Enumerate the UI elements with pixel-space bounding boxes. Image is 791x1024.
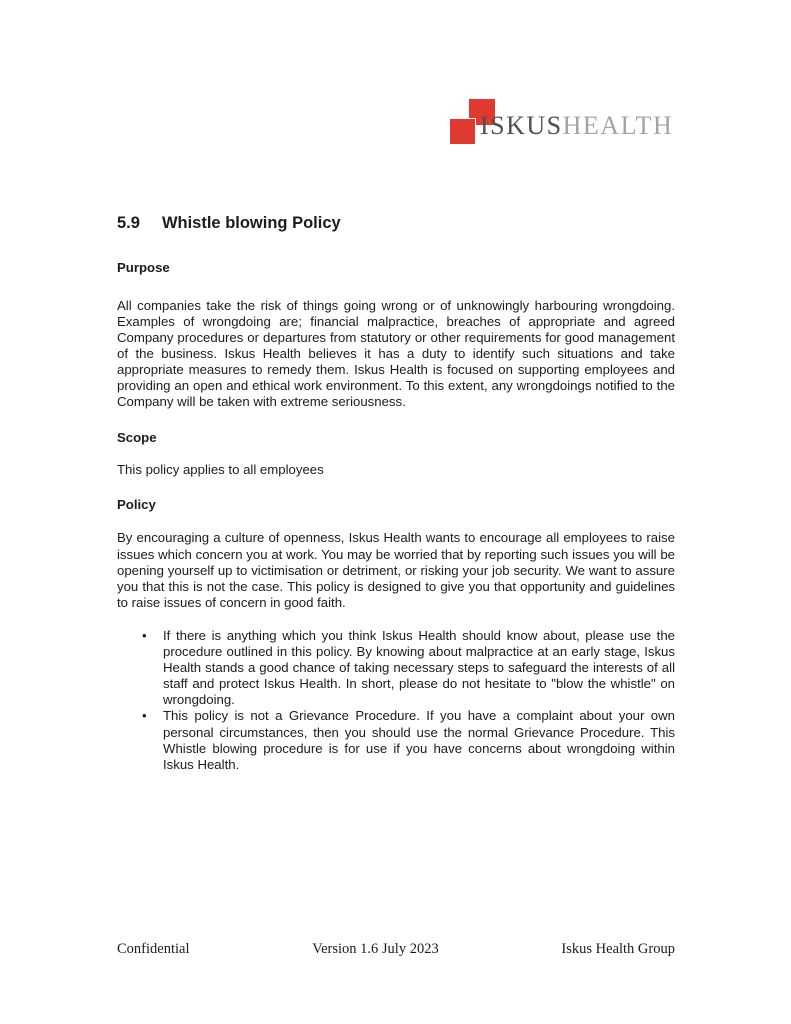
section-title-text: Whistle blowing Policy — [161, 214, 341, 232]
footer-confidential-label: Confidential — [117, 941, 190, 957]
list-item: • If there is anything which you think Iskus Health should know about, please use the procedure outlined in this policy. By knowing about malpractice at an early stage, Iskus Health stands a good chance of taking necessary steps to safeguard the interests of all staff and protect Iskus Health. In short, please do not hesitate to "blow the whistle" on wrongdoing. — [163, 628, 675, 708]
bullet-list — [117, 628, 675, 773]
footer-version-label: Version 1.6 July 2023 — [312, 941, 439, 957]
brand-name-primary: ISKUS — [480, 111, 563, 140]
heading-scope: Scope — [117, 430, 157, 446]
heading-policy: Policy — [117, 497, 156, 513]
paragraph-policy: By encouraging a culture of openness, Iskus Health wants to encourage all employees to raise issues which concern you at work. You may be worried that by reporting such issues you will be opening yourself up to victimisation or detriment, or risking your job security. We want to assure you that this is not the case. This policy is designed to give you that opportunity and guidelines to raise issues of concern in good faith. — [117, 530, 675, 610]
paragraph-purpose: All companies take the risk of things going wrong or of unknowingly harbouring wrongdoing. Examples of wrongdoing are; financial malpractice, breaches of appropriate and agreed Company procedures or departures from statutory or other requirements for good management of the business. Iskus Health believes it has a duty to identify such situations and take appropriate measures to remedy them. Iskus Health is focused on supporting employees and providing an open and ethical work environment. To this extent, any wrongdoings notified to the Company will be taken with extreme seriousness. — [117, 297, 675, 410]
brand-name-secondary: HEALTH — [562, 111, 674, 140]
section-number: 5.9 — [117, 214, 140, 232]
page-title — [117, 213, 675, 234]
list-item: • This policy is not a Grievance Procedure. If you have a complaint about your own personal circumstances, then you should use the normal Grievance Procedure. This Whistle blowing procedure is for use if you have concerns about wrongdoing within Iskus Health. — [163, 708, 675, 772]
document-body — [117, 0, 675, 773]
paragraph-scope: This policy applies to all employees — [117, 462, 324, 478]
heading-purpose: Purpose — [117, 260, 170, 276]
footer-company-label: Iskus Health Group — [561, 941, 675, 957]
page-footer — [117, 941, 675, 958]
